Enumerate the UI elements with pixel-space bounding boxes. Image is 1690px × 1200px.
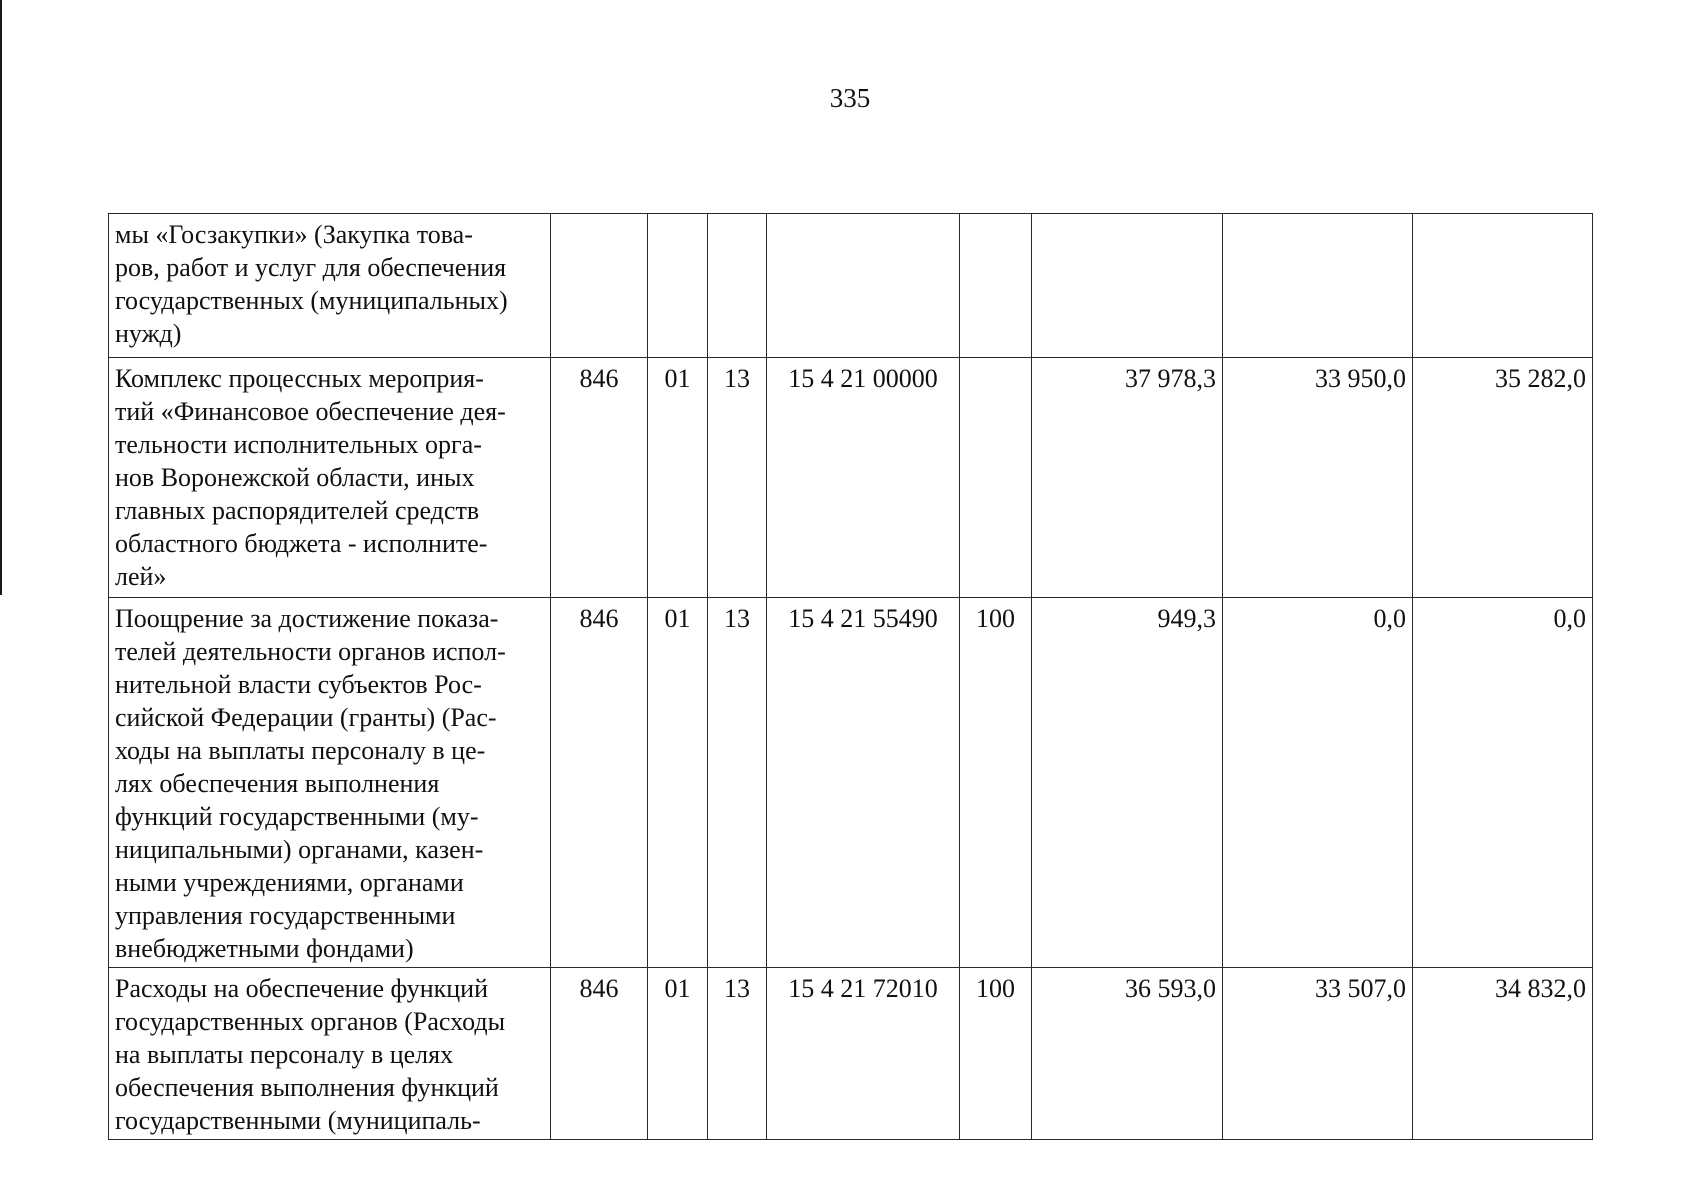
amount-year3-cell: 0,0 — [1413, 598, 1593, 968]
expense-name-line: тельности исполнительных орга- — [115, 430, 482, 459]
amount-year3-cell: 35 282,0 — [1413, 358, 1593, 598]
expense-name-cell — [109, 214, 551, 358]
target-article-cell — [767, 214, 960, 358]
expense-type-cell — [960, 214, 1032, 358]
expense-name-line: нужд) — [115, 319, 182, 348]
subsection-cell: 13 — [708, 968, 767, 1140]
expense-name-line: Расходы на обеспечение функций — [115, 974, 489, 1003]
expense-name-line: мы «Госзакупки» (Закупка това- — [115, 220, 473, 249]
amount-year1-cell: 949,3 — [1032, 598, 1223, 968]
expense-name-line: Комплекс процессных мероприя- — [115, 364, 484, 393]
expense-name-line: тий «Финансовое обеспечение дея- — [115, 397, 506, 426]
target-article-cell: 15 4 21 55490 — [767, 598, 960, 968]
section-cell: 01 — [648, 358, 708, 598]
expense-name-line: государственных (муниципальных) — [115, 286, 508, 315]
table-row — [109, 214, 1593, 358]
expense-type-cell: 100 — [960, 598, 1032, 968]
expense-name-line: государственными (муниципаль- — [115, 1106, 481, 1135]
amount-year3-cell — [1413, 214, 1593, 358]
expense-name-cell — [109, 358, 551, 598]
table-row — [109, 968, 1593, 1140]
amount-year2-cell: 33 507,0 — [1223, 968, 1413, 1140]
amount-year3-cell: 34 832,0 — [1413, 968, 1593, 1140]
target-article-cell: 15 4 21 00000 — [767, 358, 960, 598]
expense-name-line: ходы на выплаты персоналу в це- — [115, 736, 486, 765]
amount-year2-cell: 0,0 — [1223, 598, 1413, 968]
budget-table — [108, 213, 1593, 1140]
expense-name-line: сийской Федерации (гранты) (Рас- — [115, 703, 497, 732]
expense-name-line: ными учреждениями, органами — [115, 868, 464, 897]
expense-name-cell — [109, 968, 551, 1140]
expense-name-line: телей деятельности органов испол- — [115, 637, 506, 666]
expense-name-line: лей» — [115, 562, 167, 591]
amount-year1-cell: 37 978,3 — [1032, 358, 1223, 598]
subsection-cell — [708, 214, 767, 358]
table-row — [109, 598, 1593, 968]
amount-year1-cell: 36 593,0 — [1032, 968, 1223, 1140]
grbs-cell — [551, 214, 648, 358]
expense-name-line: функций государственными (му- — [115, 802, 479, 831]
section-cell: 01 — [648, 968, 708, 1140]
subsection-cell: 13 — [708, 358, 767, 598]
expense-name-line: нов Воронежской области, иных — [115, 463, 475, 492]
expense-name-line: внебюджетными фондами) — [115, 934, 414, 963]
target-article-cell: 15 4 21 72010 — [767, 968, 960, 1140]
section-cell — [648, 214, 708, 358]
expense-name-line: областного бюджета - исполните- — [115, 529, 488, 558]
expense-name-line: ров, работ и услуг для обеспечения — [115, 253, 507, 282]
expense-name-line: нительной власти субъектов Рос- — [115, 670, 482, 699]
expense-type-cell — [960, 358, 1032, 598]
subsection-cell: 13 — [708, 598, 767, 968]
amount-year2-cell: 33 950,0 — [1223, 358, 1413, 598]
amount-year1-cell — [1032, 214, 1223, 358]
amount-year2-cell — [1223, 214, 1413, 358]
expense-type-cell: 100 — [960, 968, 1032, 1140]
section-cell: 01 — [648, 598, 708, 968]
expense-name-line: Поощрение за достижение показа- — [115, 604, 499, 633]
expense-name-line: главных распорядителей средств — [115, 496, 480, 525]
expense-name-line: обеспечения выполнения функций — [115, 1073, 499, 1102]
expense-name-line: ниципальными) органами, казен- — [115, 835, 484, 864]
expense-name-cell — [109, 598, 551, 968]
expense-name-line: лях обеспечения выполнения — [115, 769, 440, 798]
grbs-cell: 846 — [551, 358, 648, 598]
table-row — [109, 358, 1593, 598]
grbs-cell: 846 — [551, 968, 648, 1140]
expense-name-line: управления государственными — [115, 901, 456, 930]
expense-name-line: государственных органов (Расходы — [115, 1007, 506, 1036]
grbs-cell: 846 — [551, 598, 648, 968]
page-number: 335 — [829, 83, 871, 113]
expense-name-line: на выплаты персоналу в целях — [115, 1040, 454, 1069]
